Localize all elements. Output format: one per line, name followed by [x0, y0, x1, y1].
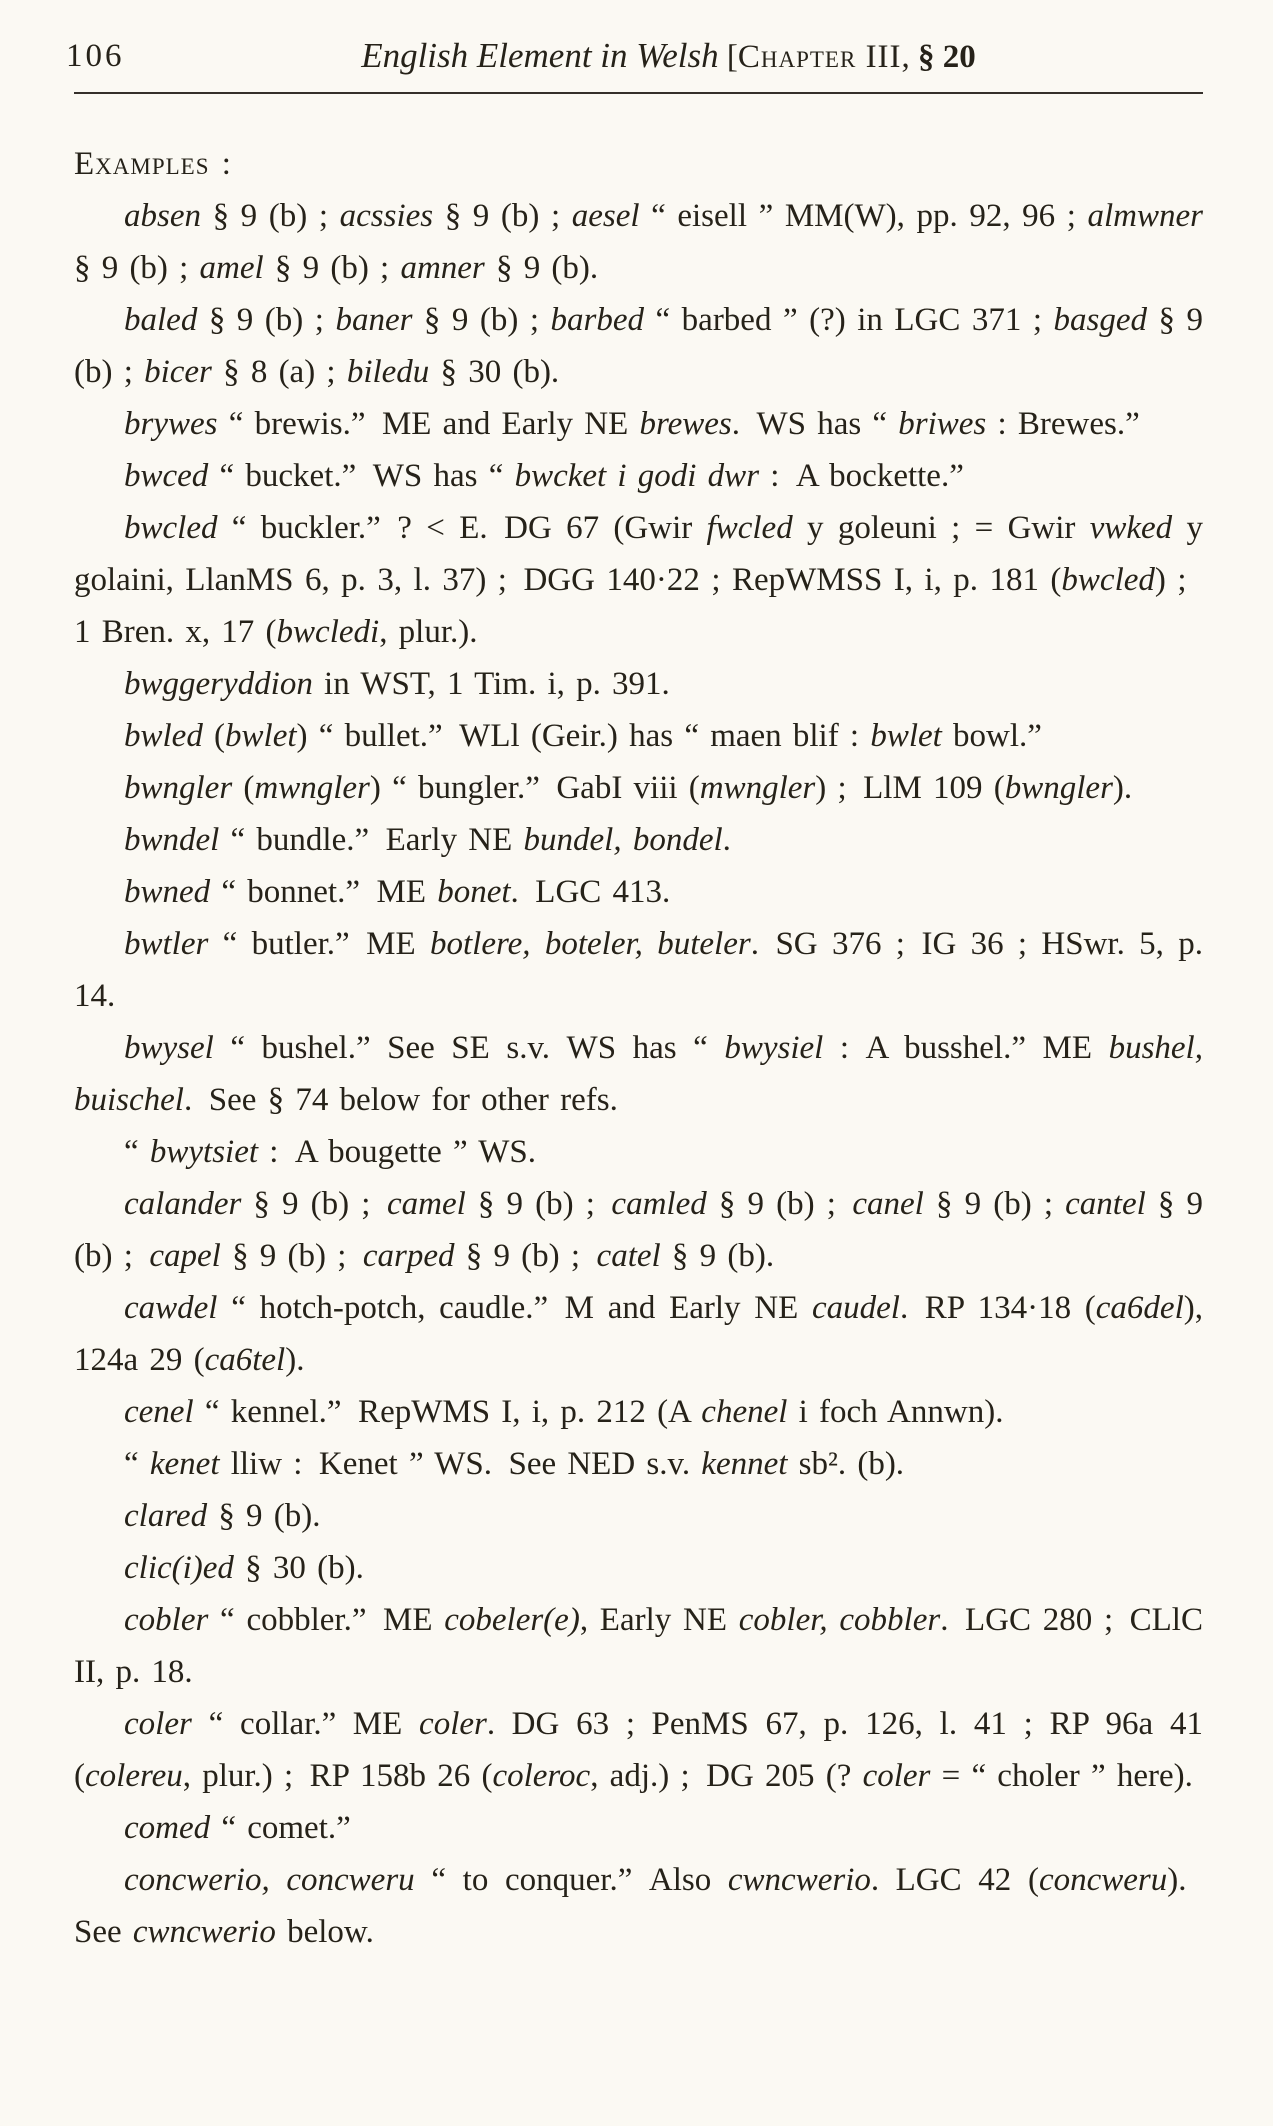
text-segment: “ collar.” ME: [191, 1706, 420, 1742]
text-segment: brywes: [124, 406, 218, 442]
text-segment: (: [232, 770, 255, 806]
text-segment: , Early NE: [579, 1602, 739, 1638]
text-segment: Chapter III: [737, 39, 902, 75]
text-segment: bwndel: [124, 822, 220, 858]
paragraph: [74, 1178, 1203, 1282]
paragraph: [74, 1490, 1203, 1542]
text-segment: cwncwerio: [132, 1914, 276, 1950]
text-segment: bwggeryddion: [124, 666, 313, 702]
text-segment: : A busshel.” ME: [823, 1030, 1109, 1066]
text-segment: “: [124, 1446, 150, 1482]
text-segment: (: [202, 718, 226, 754]
text-segment: baner: [335, 302, 413, 338]
text-segment: , adj.) ; DG 205 (?: [590, 1758, 863, 1794]
paragraph: [74, 710, 1203, 762]
text-segment: comed: [124, 1810, 211, 1846]
text-segment: § 9 (b) ;: [465, 1186, 612, 1222]
paragraph: [74, 1126, 1203, 1178]
text-segment: § 9 (b).: [484, 250, 599, 286]
text-segment: below.: [275, 1914, 374, 1950]
text-segment: § 9 (b) ;: [201, 198, 340, 234]
text-segment: ), 124a 29 (: [74, 1290, 1203, 1378]
text-segment: bwysiel: [724, 1030, 824, 1066]
text-segment: cwncwerio: [727, 1862, 871, 1898]
text-segment: . LGC 42 (: [870, 1862, 1039, 1898]
text-segment: “ comet.”: [210, 1810, 351, 1846]
paragraph: [74, 1698, 1203, 1802]
paragraph: [74, 294, 1203, 398]
text-segment: : A bockette.”: [759, 458, 964, 494]
text-segment: English Element in Welsh: [361, 36, 719, 75]
text-segment: . LGC 413.: [510, 874, 671, 910]
text-segment: . SG 376 ; IG 36 ; HSwr. 5, p. 14.: [74, 926, 1203, 1014]
text-segment: coler: [419, 1706, 487, 1742]
paragraph: [74, 1022, 1203, 1126]
text-segment: bwcket i godi dwr: [514, 458, 760, 494]
text-segment: “ hotch-potch, caudle.” M and Early NE: [217, 1290, 812, 1326]
text-segment: cobeler(e): [444, 1602, 580, 1638]
text-segment: capel: [149, 1238, 221, 1274]
text-segment: “ bucket.” WS has “: [208, 458, 515, 494]
text-segment: clic(i)ed: [124, 1550, 234, 1586]
paragraph: [74, 1854, 1203, 1958]
text-segment: calander: [124, 1186, 242, 1222]
text-segment: § 9 (b) ;: [706, 1186, 853, 1222]
text-segment: basged: [1053, 302, 1148, 338]
text-segment: bwcled: [124, 510, 218, 546]
text-segment: almwner: [1087, 198, 1204, 234]
text-segment: [: [718, 39, 738, 75]
text-segment: bwlet: [870, 718, 942, 754]
text-segment: § 9 (b) ;: [412, 302, 551, 338]
text-segment: § 9 (b) ;: [923, 1186, 1066, 1222]
examples-label-line: [74, 138, 1203, 190]
examples-label: Examples :: [74, 146, 232, 182]
running-title: [74, 36, 1203, 76]
text-segment: bonet: [437, 874, 511, 910]
text-segment: “ kennel.” RepWMS I, i, p. 212 (A: [193, 1394, 702, 1430]
text-segment: “ butler.” ME: [208, 926, 431, 962]
text-segment: “ brewis.” ME and Early NE: [217, 406, 640, 442]
text-segment: ). See: [74, 1862, 1203, 1950]
text-segment: chenel: [701, 1394, 788, 1430]
text-segment: amner: [400, 250, 485, 286]
text-segment: § 9 (b) ;: [433, 198, 572, 234]
text-segment: canel: [852, 1186, 924, 1222]
page-number: 106: [66, 38, 125, 74]
paragraph: [74, 1282, 1203, 1386]
text-segment: ca6tel: [204, 1342, 286, 1378]
text-segment: bwtler: [124, 926, 209, 962]
text-segment: § 9 (b) ;: [263, 250, 401, 286]
paragraph: [74, 1594, 1203, 1698]
text-segment: , plur.).: [379, 614, 478, 650]
text-segment: botlere, boteler, buteler: [430, 926, 751, 962]
paragraph: [74, 190, 1203, 294]
text-segment: ca6del: [1095, 1290, 1184, 1326]
text-segment: § 20: [918, 39, 976, 75]
text-segment: coler: [862, 1758, 931, 1794]
text-segment: i foch Annwn).: [787, 1394, 1004, 1430]
text-segment: bicer: [144, 354, 212, 390]
text-segment: “ bundle.” Early NE: [219, 822, 524, 858]
text-segment: § 9 (b).: [207, 1498, 321, 1534]
text-segment: brewes: [639, 406, 732, 442]
text-segment: bwled: [124, 718, 203, 754]
text-segment: camled: [611, 1186, 707, 1222]
text-segment: barbed: [550, 302, 645, 338]
text-segment: bwysel: [124, 1030, 214, 1066]
paragraphs: [74, 190, 1203, 1958]
text-segment: amel: [199, 250, 264, 286]
text-segment: ,: [901, 39, 919, 75]
text-segment: ) “ bungler.” GabI viii (: [369, 770, 700, 806]
text-segment: . LGC 280 ; CLlC II, p. 18.: [74, 1602, 1203, 1690]
text-segment: bwned: [124, 874, 211, 910]
text-segment: . DG 63 ; PenMS 67, p. 126, l. 41 ; RP 96a 41 (: [74, 1706, 1203, 1794]
text-segment: cobler, cobbler: [738, 1602, 941, 1638]
text-segment: ) ; LlM 109 (: [815, 770, 1005, 806]
text-segment: bundel, bondel: [523, 822, 723, 858]
text-segment: . WS has “: [731, 406, 899, 442]
text-segment: kenet: [149, 1446, 220, 1482]
text-segment: bwngler: [1004, 770, 1113, 806]
text-segment: . RP 134·18 (: [899, 1290, 1096, 1326]
text-segment: § 9 (b).: [660, 1238, 775, 1274]
text-segment: in WST, 1 Tim. i, p. 391.: [312, 666, 670, 702]
text-segment: = “ choler ” here).: [930, 1758, 1193, 1794]
text-segment: cobler: [124, 1602, 209, 1638]
text-segment: ).: [1112, 770, 1133, 806]
text-segment: kennet: [701, 1446, 788, 1482]
text-segment: camel: [386, 1186, 466, 1222]
header-rule: [74, 92, 1203, 94]
text-segment: bwngler: [124, 770, 233, 806]
text-segment: bwytsiet: [149, 1134, 259, 1170]
text-segment: : A bougette ” WS.: [258, 1134, 537, 1170]
text-segment: “ buckler.” ? < E. DG 67 (Gwir: [217, 510, 707, 546]
text-segment: bwlet: [225, 718, 297, 754]
text-segment: bwcledi: [276, 614, 380, 650]
text-segment: § 30 (b).: [233, 1550, 364, 1586]
text-segment: “ barbed ” (?) in LGC 371 ;: [644, 302, 1054, 338]
paragraph: [74, 450, 1203, 502]
text-segment: cenel: [124, 1394, 194, 1430]
text-segment: vwked: [1089, 510, 1173, 546]
text-segment: caudel: [812, 1290, 900, 1326]
text-block: [74, 138, 1203, 1958]
paragraph: [74, 918, 1203, 1022]
text-segment: ) “ bullet.” WLl (Geir.) has “ maen blif :: [296, 718, 871, 754]
text-segment: mwngler: [699, 770, 816, 806]
text-segment: concweru: [1038, 1862, 1168, 1898]
text-segment: § 9 (b) ;: [74, 1186, 1204, 1274]
text-segment: § 9 (b) ;: [220, 1238, 363, 1274]
text-segment: acssies: [339, 198, 434, 234]
text-segment: sb². (b).: [787, 1446, 905, 1482]
text-segment: § 9 (b) ;: [74, 250, 200, 286]
text-segment: bushel, buischel: [74, 1030, 1203, 1118]
text-segment: “ to conquer.” Also: [414, 1862, 728, 1898]
text-segment: § 30 (b).: [429, 354, 560, 390]
text-segment: § 9 (b) ;: [454, 1238, 597, 1274]
text-segment: briwes: [898, 406, 987, 442]
text-segment: “ eisell ” MM(W), pp. 92, 96 ;: [639, 198, 1088, 234]
text-segment: § 9 (b) ;: [74, 302, 1203, 390]
paragraph: [74, 762, 1203, 814]
text-segment: carped: [362, 1238, 455, 1274]
text-segment: bwcled: [1061, 562, 1155, 598]
text-segment: coleroc: [492, 1758, 591, 1794]
text-segment: , plur.) ; RP 158b 26 (: [182, 1758, 493, 1794]
text-segment: absen: [124, 198, 201, 234]
text-segment: bwced: [124, 458, 209, 494]
paragraph: [74, 1386, 1203, 1438]
text-segment: . See § 74 below for other refs.: [183, 1082, 618, 1118]
paragraph: [74, 398, 1203, 450]
text-segment: coler: [124, 1706, 192, 1742]
paragraph: [74, 814, 1203, 866]
text-segment: aesel: [571, 198, 640, 234]
paragraph: [74, 866, 1203, 918]
paragraph: [74, 1542, 1203, 1594]
text-segment: § 8 (a) ;: [211, 354, 347, 390]
paragraph: [74, 658, 1203, 710]
text-segment: “ bonnet.” ME: [210, 874, 438, 910]
paragraph: [74, 1438, 1203, 1490]
text-segment: biledu: [346, 354, 430, 390]
text-segment: catel: [596, 1238, 661, 1274]
text-segment: y goleuni ; = Gwir: [792, 510, 1090, 546]
text-segment: bowl.”: [941, 718, 1042, 754]
paragraph: [74, 502, 1203, 658]
text-segment: cantel: [1065, 1186, 1146, 1222]
text-segment: y golaini, LlanMS 6, p. 3, l. 37) ; DGG 140·22 ; RepWMSS I, i, p. 181 (: [74, 510, 1203, 598]
text-segment: clared: [124, 1498, 208, 1534]
text-segment: lliw : Kenet ” WS. See NED s.v.: [219, 1446, 702, 1482]
text-segment: fwcled: [706, 510, 793, 546]
text-segment: ).: [285, 1342, 305, 1378]
text-segment: concwerio, concweru: [124, 1862, 415, 1898]
text-segment: mwngler: [254, 770, 370, 806]
page-header: [66, 36, 1203, 84]
text-segment: § 9 (b) ;: [197, 302, 336, 338]
text-segment: § 9 (b) ;: [241, 1186, 387, 1222]
paragraph: [74, 1802, 1203, 1854]
text-segment: “ bushel.” See SE s.v. WS has “: [213, 1030, 725, 1066]
text-segment: “: [124, 1134, 150, 1170]
text-segment: “ cobbler.” ME: [208, 1602, 445, 1638]
text-segment: cawdel: [124, 1290, 218, 1326]
text-segment: .: [722, 822, 731, 858]
text-segment: : Brewes.”: [986, 406, 1140, 442]
text-segment: colereu: [85, 1758, 183, 1794]
text-segment: baled: [124, 302, 198, 338]
text-segment: ) ; 1 Bren. x, 17 (: [74, 562, 1203, 650]
